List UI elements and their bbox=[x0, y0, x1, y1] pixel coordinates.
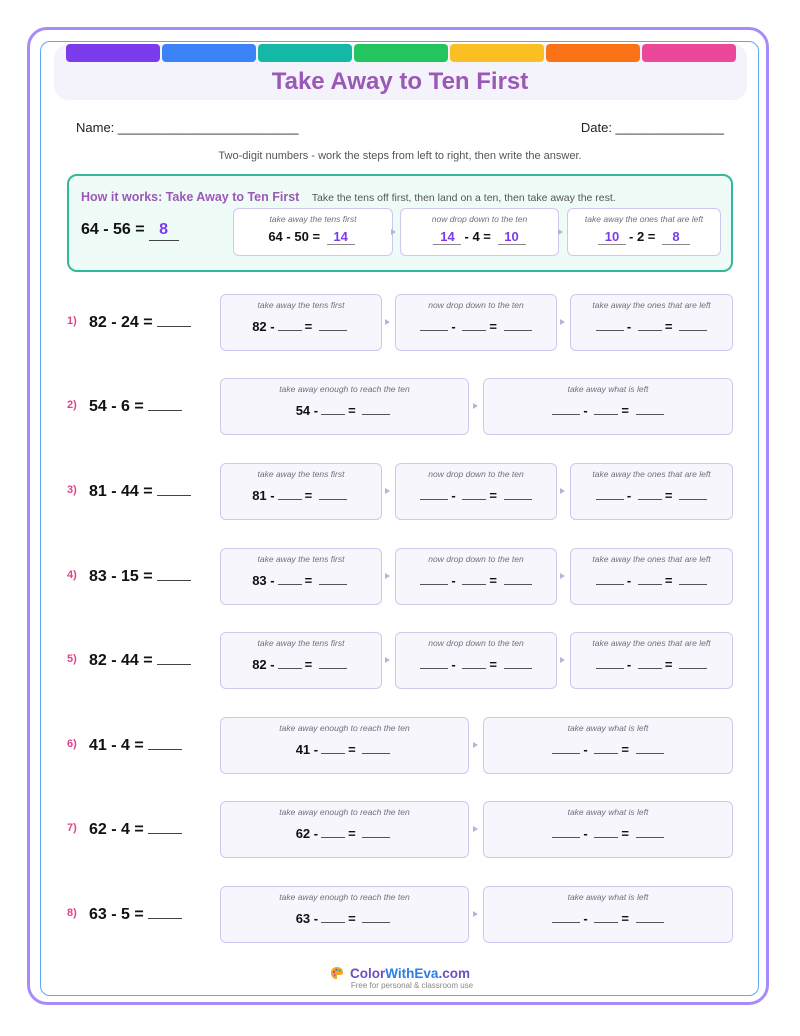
step-box bbox=[395, 548, 557, 605]
step-result: 8 bbox=[662, 229, 690, 245]
problem-answer-blank[interactable] bbox=[157, 566, 191, 581]
problem-text bbox=[89, 566, 191, 586]
answer-blank[interactable] bbox=[462, 487, 486, 500]
answer-blank[interactable] bbox=[504, 487, 532, 500]
date-field[interactable]: Date: _______________ bbox=[580, 120, 724, 135]
arrow-icon bbox=[473, 826, 478, 832]
answer-blank[interactable] bbox=[321, 910, 345, 923]
answer-blank[interactable] bbox=[319, 656, 347, 669]
example-problem-text: 64 - 56 = bbox=[81, 221, 145, 238]
step-box bbox=[220, 378, 469, 435]
problem-number: 4) bbox=[67, 569, 77, 581]
step-equation: 54 - = bbox=[221, 402, 468, 420]
step-box bbox=[483, 886, 733, 943]
answer-blank[interactable] bbox=[362, 741, 390, 754]
arrow-icon bbox=[473, 742, 478, 748]
step-equation: - = bbox=[571, 572, 732, 590]
brand-part: .com bbox=[438, 966, 470, 981]
problem-text bbox=[89, 481, 191, 501]
answer-blank[interactable] bbox=[504, 318, 532, 331]
step-hint: now drop down to the ten bbox=[428, 469, 524, 479]
problem-text bbox=[89, 819, 182, 839]
step-value: 4 bbox=[472, 229, 480, 244]
answer-blank[interactable] bbox=[504, 572, 532, 585]
answer-blank[interactable] bbox=[319, 487, 347, 500]
answer-blank[interactable] bbox=[420, 487, 448, 500]
step-hint: take away the ones that are left bbox=[592, 638, 711, 648]
arrow-icon bbox=[560, 319, 565, 325]
step-equation: - = bbox=[396, 487, 556, 505]
step-box bbox=[220, 548, 382, 605]
step-equation: 62 - = bbox=[221, 825, 468, 843]
answer-blank[interactable] bbox=[552, 741, 580, 754]
problem-text bbox=[89, 650, 191, 670]
start-value: 82 - bbox=[252, 319, 275, 334]
name-field[interactable]: Name: _________________________ bbox=[76, 120, 299, 135]
answer-blank[interactable] bbox=[638, 487, 662, 500]
step-value-filled: 10 bbox=[598, 229, 626, 245]
step-hint: take away the tens first bbox=[257, 554, 345, 564]
answer-blank[interactable] bbox=[596, 318, 624, 331]
arrow-icon bbox=[385, 319, 390, 325]
answer-blank[interactable] bbox=[552, 402, 580, 415]
footer-tagline: Free for personal & classroom use bbox=[350, 981, 474, 990]
answer-blank[interactable] bbox=[636, 402, 664, 415]
step-equation: - = bbox=[571, 487, 732, 505]
problem-text bbox=[89, 735, 182, 755]
step-value-filled: 14 bbox=[433, 229, 461, 245]
problem-equation: 82 - 44 = bbox=[89, 652, 153, 669]
step-equation: - = bbox=[484, 910, 732, 928]
step-value: 2 bbox=[636, 229, 645, 244]
step-hint: take away enough to reach the ten bbox=[279, 384, 410, 394]
step-hint: take away enough to reach the ten bbox=[279, 723, 410, 733]
step-box bbox=[483, 801, 733, 858]
problem-equation: 62 - 4 = bbox=[89, 821, 144, 838]
step-box bbox=[395, 294, 557, 351]
answer-blank[interactable] bbox=[596, 656, 624, 669]
example-label: How it works: Take Away to Ten First bbox=[81, 190, 300, 204]
answer-blank[interactable] bbox=[594, 402, 618, 415]
step-result: 10 bbox=[498, 229, 526, 245]
arrow-icon bbox=[560, 657, 565, 663]
answer-blank[interactable] bbox=[319, 318, 347, 331]
problem-equation: 63 - 5 = bbox=[89, 906, 144, 923]
start-value: 62 - bbox=[295, 826, 319, 841]
problem-answer-blank[interactable] bbox=[148, 819, 182, 834]
step-hint: take away what is left bbox=[567, 384, 649, 394]
step-equation: 41 - = bbox=[221, 741, 468, 759]
step-box bbox=[220, 632, 382, 689]
answer-blank[interactable] bbox=[278, 318, 302, 331]
step-equation: - = bbox=[396, 318, 556, 336]
step-hint: take away enough to reach the ten bbox=[279, 892, 410, 902]
answer-blank[interactable] bbox=[636, 741, 664, 754]
problem-equation: 54 - 6 = bbox=[89, 398, 144, 415]
answer-blank[interactable] bbox=[278, 656, 302, 669]
step-hint: take away the tens first bbox=[269, 214, 357, 224]
step-equation: - = bbox=[571, 318, 732, 336]
answer-blank[interactable] bbox=[679, 656, 707, 669]
step-box bbox=[570, 548, 733, 605]
step-equation: - = bbox=[484, 402, 732, 420]
step-hint: now drop down to the ten bbox=[428, 638, 524, 648]
answer-blank[interactable] bbox=[679, 487, 707, 500]
arrow-icon bbox=[391, 229, 396, 235]
color-stripe bbox=[66, 44, 736, 62]
step-box bbox=[395, 632, 557, 689]
example-problem bbox=[81, 220, 179, 241]
instructions: Two-digit numbers - work the steps from left to right, then write the answer. bbox=[218, 150, 582, 162]
step-box bbox=[570, 463, 733, 520]
palette-icon bbox=[330, 966, 344, 980]
step-box bbox=[483, 717, 733, 774]
example-header bbox=[81, 188, 616, 206]
brand-part: WithEva bbox=[385, 966, 439, 981]
brand-part: Color bbox=[350, 966, 386, 981]
step-equation: - = bbox=[484, 741, 732, 759]
problem-number: 7) bbox=[67, 822, 77, 834]
step-equation: - = bbox=[396, 572, 556, 590]
start-value: 82 - bbox=[252, 657, 275, 672]
brand-logo bbox=[0, 966, 800, 981]
problem-number: 1) bbox=[67, 315, 77, 327]
step-hint: take away the tens first bbox=[257, 469, 345, 479]
answer-blank[interactable] bbox=[679, 572, 707, 585]
step-hint: now drop down to the ten bbox=[431, 214, 528, 224]
problem-equation: 82 - 24 = bbox=[89, 314, 153, 331]
problem-answer-blank[interactable] bbox=[157, 650, 191, 665]
answer-blank[interactable] bbox=[321, 741, 345, 754]
step-equation: - = bbox=[484, 825, 732, 843]
step-equation: 63 - = bbox=[221, 910, 468, 928]
example-step-box bbox=[400, 208, 559, 256]
problem-equation: 83 - 15 = bbox=[89, 568, 153, 585]
answer-blank[interactable] bbox=[504, 656, 532, 669]
problem-answer-blank[interactable] bbox=[157, 312, 191, 327]
arrow-icon bbox=[558, 229, 563, 235]
step-hint: take away enough to reach the ten bbox=[279, 807, 410, 817]
step-equation: 82 - = bbox=[221, 656, 381, 674]
answer-blank[interactable] bbox=[362, 825, 390, 838]
start-value: 83 - bbox=[252, 573, 275, 588]
step-box bbox=[483, 378, 733, 435]
step-hint: take away the ones that are left bbox=[592, 469, 711, 479]
step-hint: take away what is left bbox=[567, 723, 649, 733]
answer-blank[interactable] bbox=[278, 572, 302, 585]
step-hint: now drop down to the ten bbox=[428, 300, 524, 310]
answer-blank[interactable] bbox=[278, 487, 302, 500]
color-segment bbox=[546, 44, 640, 62]
problem-answer-blank[interactable] bbox=[148, 735, 182, 750]
problem-text bbox=[89, 396, 182, 416]
answer-blank[interactable] bbox=[552, 910, 580, 923]
step-hint: take away what is left bbox=[567, 807, 649, 817]
answer-blank[interactable] bbox=[594, 825, 618, 838]
arrow-icon bbox=[473, 403, 478, 409]
step-hint: take away the tens first bbox=[257, 638, 345, 648]
step-hint: take away the ones that are left bbox=[592, 554, 711, 564]
color-segment bbox=[450, 44, 544, 62]
answer-blank[interactable] bbox=[362, 402, 390, 415]
start-value: 81 - bbox=[252, 488, 275, 503]
example-step-box bbox=[567, 208, 721, 256]
step-equation: - = bbox=[571, 656, 732, 674]
answer-blank[interactable] bbox=[319, 572, 347, 585]
step-equation: 14 - 4 = 10 bbox=[401, 228, 558, 246]
color-segment bbox=[258, 44, 352, 62]
example-panel bbox=[67, 174, 733, 272]
step-equation: 82 - = bbox=[221, 318, 381, 336]
step-equation: 10 - 2 = 8 bbox=[568, 228, 720, 246]
problem-number: 2) bbox=[67, 399, 77, 411]
answer-blank[interactable] bbox=[638, 318, 662, 331]
problem-number: 3) bbox=[67, 484, 77, 496]
color-segment bbox=[162, 44, 256, 62]
arrow-icon bbox=[385, 573, 390, 579]
step-box bbox=[220, 801, 469, 858]
footer bbox=[0, 966, 800, 991]
answer-blank[interactable] bbox=[462, 656, 486, 669]
arrow-icon bbox=[473, 911, 478, 917]
answer-blank[interactable] bbox=[420, 572, 448, 585]
step-equation: 64 - 50 = 14 bbox=[234, 228, 392, 246]
step-hint: now drop down to the ten bbox=[428, 554, 524, 564]
step-box bbox=[570, 294, 733, 351]
problem-answer-blank[interactable] bbox=[148, 904, 182, 919]
step-box bbox=[570, 632, 733, 689]
answer-blank[interactable] bbox=[594, 910, 618, 923]
problem-equation: 41 - 4 = bbox=[89, 737, 144, 754]
answer-blank[interactable] bbox=[321, 825, 345, 838]
answer-blank[interactable] bbox=[321, 402, 345, 415]
step-hint: take away what is left bbox=[567, 892, 649, 902]
problem-text bbox=[89, 904, 182, 924]
step-value: 50 bbox=[294, 229, 309, 244]
arrow-icon bbox=[385, 488, 390, 494]
step-equation: 81 - = bbox=[221, 487, 381, 505]
answer-blank[interactable] bbox=[552, 825, 580, 838]
step-result: 14 bbox=[327, 229, 355, 245]
color-segment bbox=[66, 44, 160, 62]
step-hint: take away the tens first bbox=[257, 300, 345, 310]
start-value: 63 - bbox=[295, 911, 319, 926]
problem-number: 6) bbox=[67, 738, 77, 750]
answer-blank[interactable] bbox=[596, 487, 624, 500]
answer-blank[interactable] bbox=[679, 318, 707, 331]
example-answer: 8 bbox=[149, 220, 179, 241]
problem-equation: 81 - 44 = bbox=[89, 483, 153, 500]
example-description: Take the tens off first, then land on a ten, then take away the rest. bbox=[311, 192, 616, 204]
step-box bbox=[220, 463, 382, 520]
problem-answer-blank[interactable] bbox=[157, 481, 191, 496]
problem-number: 5) bbox=[67, 653, 77, 665]
answer-blank[interactable] bbox=[636, 825, 664, 838]
answer-blank[interactable] bbox=[462, 318, 486, 331]
answer-blank[interactable] bbox=[420, 318, 448, 331]
step-equation: 83 - = bbox=[221, 572, 381, 590]
arrow-icon bbox=[560, 488, 565, 494]
answer-blank[interactable] bbox=[420, 656, 448, 669]
page-title: Take Away to Ten First bbox=[271, 68, 529, 95]
start-value: 54 - bbox=[295, 403, 319, 418]
color-segment bbox=[354, 44, 448, 62]
color-segment bbox=[642, 44, 736, 62]
arrow-icon bbox=[385, 657, 390, 663]
answer-blank[interactable] bbox=[638, 572, 662, 585]
arrow-icon bbox=[560, 573, 565, 579]
answer-blank[interactable] bbox=[362, 910, 390, 923]
example-step-box bbox=[233, 208, 393, 256]
answer-blank[interactable] bbox=[596, 572, 624, 585]
step-box bbox=[220, 886, 469, 943]
problem-number: 8) bbox=[67, 907, 77, 919]
problem-answer-blank[interactable] bbox=[148, 396, 182, 411]
problem-text bbox=[89, 312, 191, 332]
step-box bbox=[220, 294, 382, 351]
start-value: 41 - bbox=[295, 742, 319, 757]
step-box bbox=[395, 463, 557, 520]
step-equation: - = bbox=[396, 656, 556, 674]
answer-blank[interactable] bbox=[462, 572, 486, 585]
step-value: 64 bbox=[268, 229, 283, 244]
answer-blank[interactable] bbox=[636, 910, 664, 923]
answer-blank[interactable] bbox=[638, 656, 662, 669]
step-hint: take away the ones that are left bbox=[584, 214, 704, 224]
step-box bbox=[220, 717, 469, 774]
answer-blank[interactable] bbox=[594, 741, 618, 754]
step-hint: take away the ones that are left bbox=[592, 300, 711, 310]
